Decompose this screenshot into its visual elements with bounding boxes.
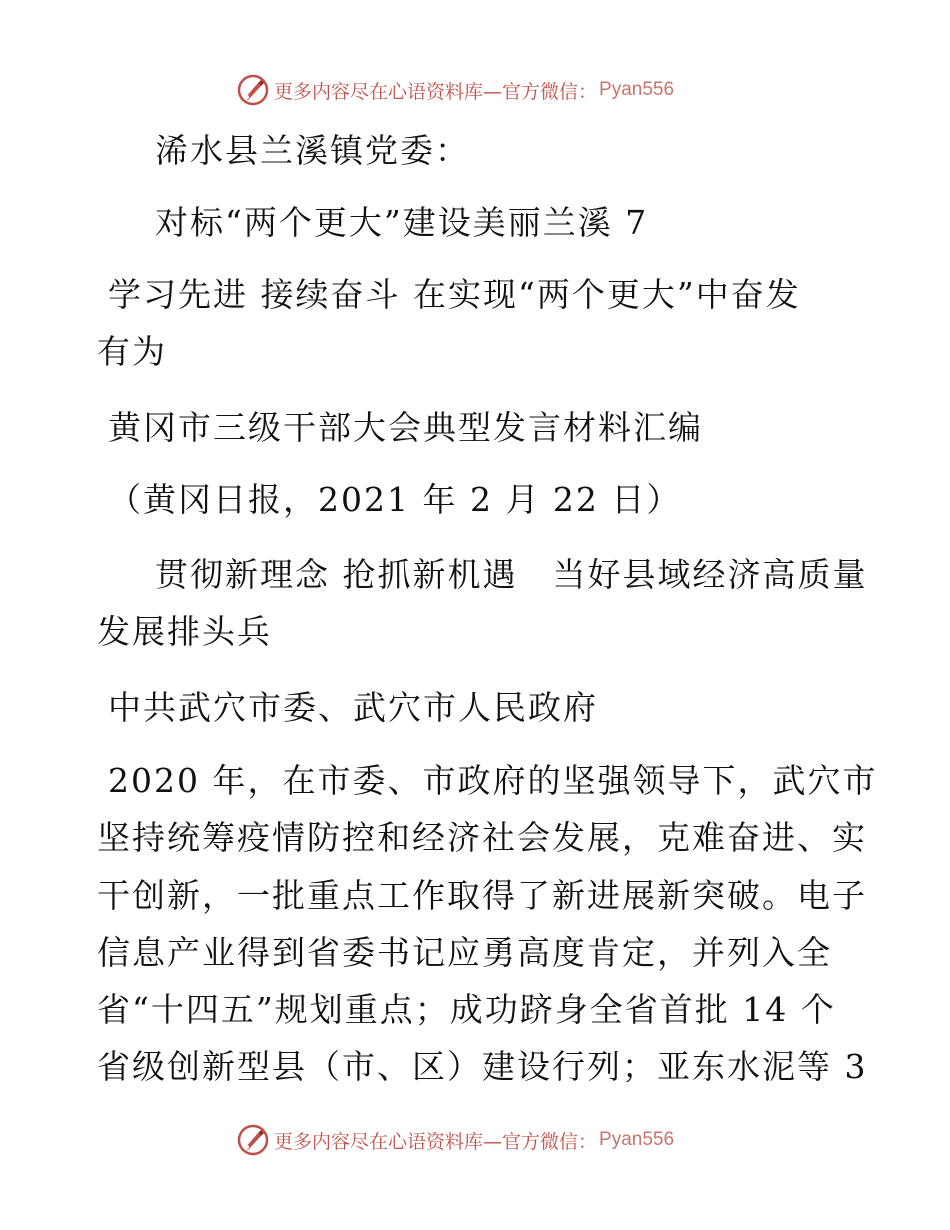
watermark-text: 更多内容尽在心语资料库—官方微信： — [274, 1130, 598, 1153]
watermark-text: 更多内容尽在心语资料库—官方微信： — [274, 80, 598, 103]
doc-line: 中共武穴市委、武穴市人民政府 — [108, 688, 598, 727]
doc-line: 贯彻新理念 抢抓新机遇 当好县域经济高质量 — [155, 555, 868, 594]
doc-line: 2020 年，在市委、市政府的坚强领导下，武穴市 — [108, 761, 878, 800]
doc-line: 坚持统筹疫情防控和经济社会发展，克难奋进、实 — [97, 818, 867, 857]
doc-line: 信息产业得到省委书记应勇高度肯定，并列入全 — [97, 933, 832, 972]
doc-line: 黄冈市三级干部大会典型发言材料汇编 — [108, 408, 703, 447]
doc-line: 学习先进 接续奋斗 在实现“两个更大”中奋发 — [108, 275, 801, 314]
doc-line: 干创新，一批重点工作取得了新进展新突破。电子 — [97, 876, 867, 915]
doc-line: 对标“两个更大”建设美丽兰溪 7 — [155, 203, 649, 242]
watermark-wechat-id: Pyan556 — [599, 1129, 675, 1150]
footer-watermark — [236, 1122, 674, 1158]
pen-logo-icon — [236, 73, 270, 107]
doc-line: 浠水县兰溪镇党委： — [155, 131, 470, 170]
watermark-wechat-id: Pyan556 — [599, 79, 675, 100]
pen-logo-icon — [236, 1123, 270, 1157]
doc-line: （黄冈日报，2021 年 2 月 22 日） — [108, 480, 682, 519]
doc-line: 省“十四五”规划重点；成功跻身全省首批 14 个 — [97, 990, 836, 1029]
header-watermark — [236, 72, 674, 108]
doc-line: 有为 — [97, 332, 167, 371]
doc-line: 发展排头兵 — [97, 612, 272, 651]
doc-line: 省级创新型县（市、区）建设行列；亚东水泥等 3 — [97, 1047, 868, 1086]
